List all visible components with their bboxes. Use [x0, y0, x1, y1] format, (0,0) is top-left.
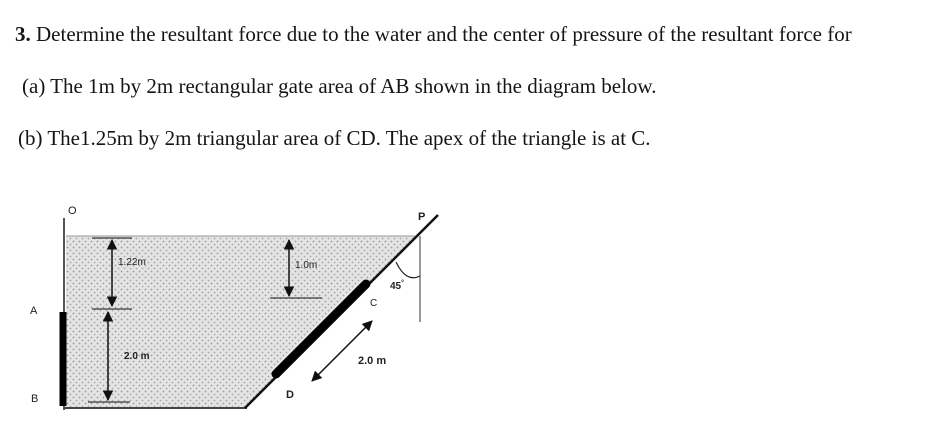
label-d: D — [286, 389, 294, 401]
label-b: B — [31, 393, 39, 405]
label-p: P — [418, 211, 426, 223]
label-c: C — [370, 298, 378, 309]
label-depth-2-0: 2.0 m — [124, 351, 150, 362]
label-o: O — [68, 205, 77, 217]
label-depth-1-22: 1.22m — [118, 257, 146, 268]
question-part-a: (a) The 1m by 2m rectangular gate area of AB shown in the diagram below. — [22, 74, 657, 98]
label-angle-unit: ° — [401, 280, 404, 287]
question-text: Determine the resultant force due to the water and the center of pressure of the resultant force for — [30, 22, 852, 46]
label-angle-value: 45 — [390, 281, 402, 292]
label-depth-1-0: 1.0m — [295, 260, 318, 271]
label-angle — [390, 279, 404, 292]
label-length-cd: 2.0 m — [358, 355, 387, 367]
angle-arc — [396, 262, 420, 278]
label-a: A — [30, 305, 38, 317]
question-number: 3. — [15, 22, 31, 46]
question-part-b: (b) The1.25m by 2m triangular area of CD. The apex of the triangle is at C. — [18, 126, 651, 150]
